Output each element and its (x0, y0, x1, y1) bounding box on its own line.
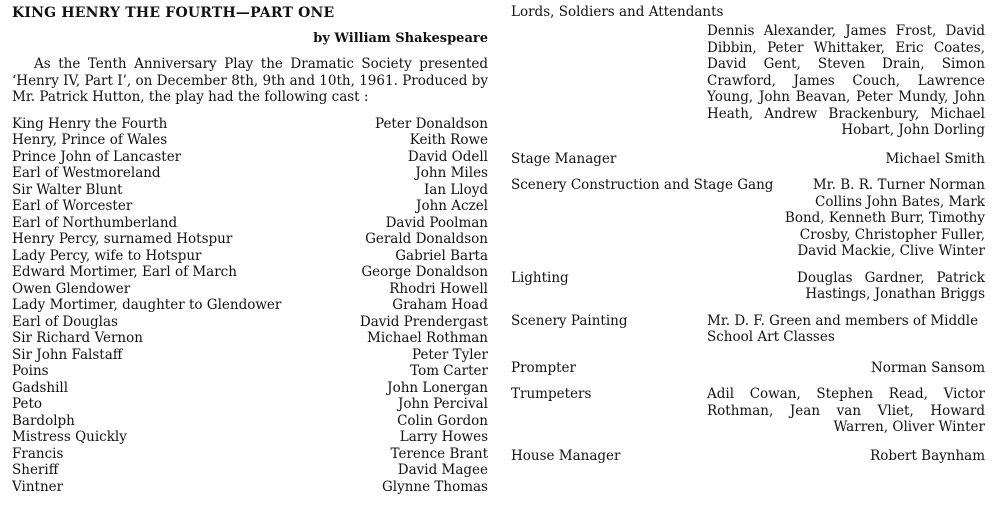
cast-actor: George Donaldson (361, 264, 488, 280)
cast-actor: Larry Howes (399, 429, 488, 445)
left-column (12, 4, 488, 495)
cast-row (12, 380, 488, 397)
cast-actor: Gabriel Barta (395, 247, 488, 264)
cast-row (12, 248, 488, 265)
crew-names: Mr. D. F. Green and members of Middle School Art Classes (707, 312, 979, 345)
cast-role: Gadshill (12, 379, 69, 396)
crew-trumpeters (511, 386, 985, 436)
crew-label: Scenery Construction and Stage Gang (511, 177, 774, 193)
cast-role: Earl of Northumberland (12, 214, 178, 231)
lords-names: Dennis Alexander, James Frost, David Dibbin, Peter Whittaker, Eric Coates, David Gent, Steven Drain, Simon Crawford, James Couch, Lawrence Young, John Beavan, Peter Mundy, John Heath, Andrew Brackenbury, Michael Hobart, John Dorling (707, 23, 985, 138)
cast-role: Francis (12, 445, 64, 462)
crew-names: Norman Sansom (870, 359, 985, 376)
cast-row (12, 231, 488, 248)
cast-row (12, 198, 488, 215)
cast-actor: Glynne Thomas (381, 478, 488, 495)
cast-row (12, 215, 488, 232)
cast-role: Vintner (12, 478, 64, 495)
cast-role: Sheriff (12, 462, 59, 478)
cast-row (12, 330, 488, 347)
cast-actor: Rhodri Howell (389, 280, 488, 297)
cast-actor: Michael Rothman (367, 330, 488, 346)
crew-names: Robert Baynham (870, 447, 985, 464)
cast-role: Prince John of Lancaster (12, 148, 182, 165)
cast-role: Mistress Quickly (12, 429, 127, 445)
cast-actor: David Poolman (385, 214, 488, 231)
byline: by William Shakespeare (313, 31, 488, 46)
cast-row (12, 347, 488, 364)
crew-names: Michael Smith (885, 150, 985, 167)
cast-actor: Peter Donaldson (374, 115, 488, 132)
cast-row (12, 165, 488, 182)
cast-row (12, 281, 488, 298)
cast-role: Earl of Douglas (12, 313, 118, 330)
cast-row (12, 429, 488, 446)
cast-actor: Gerald Donaldson (365, 231, 488, 247)
cast-role: Bardolph (12, 412, 75, 429)
crew-label: Prompter (511, 359, 576, 376)
crew-prompter (511, 360, 985, 377)
cast-row (12, 182, 488, 199)
intro-paragraph: As the Tenth Anniversary Play the Dramatic Society presented ‘Henry IV, Part I’, on December 8th, 9th and 10th, 1961. Produced by Mr. Patrick Hutton, the play had the following cast : (12, 56, 488, 105)
cast-role: Henry Percy, surnamed Hotspur (12, 231, 233, 247)
cast-row (12, 297, 488, 314)
cast-actor: Tom Carter (410, 363, 488, 379)
crew-label: House Manager (511, 447, 621, 464)
cast-role: Sir Walter Blunt (12, 181, 123, 198)
cast-role: Lady Percy, wife to Hotspur (12, 247, 202, 264)
cast-role: King Henry the Fourth (12, 115, 168, 132)
crew-label: Trumpeters (511, 386, 592, 402)
crew-house-manager (511, 448, 985, 465)
cast-role: Earl of Worcester (12, 198, 133, 214)
cast-row (12, 396, 488, 413)
crew-label: Stage Manager (511, 150, 617, 167)
crew-label: Lighting (511, 269, 569, 286)
play-title: KING HENRY THE FOURTH—PART ONE (12, 5, 335, 21)
cast-actor: Terence Brant (390, 445, 488, 462)
crew-names-line: Mr. B. R. Turner Norman Collins John Bates, Mark Bond, Kenneth Burr, Timothy Crosby, Christopher Fuller, David Mackie, Clive Winter (784, 177, 985, 259)
cast-row (12, 314, 488, 331)
crew-label: Scenery Painting (511, 312, 628, 329)
cast-role: Sir John Falstaff (12, 346, 123, 363)
cast-row (12, 363, 488, 380)
crew-names: Adil Cowan, Stephen Read, Victor Rothman, Jean van Vliet, Howard Warren, Oliver Winter (707, 386, 985, 435)
cast-actor: Keith Rowe (409, 132, 488, 148)
cast-actor: John Lonergan (387, 379, 488, 396)
cast-role: Lady Mortimer, daughter to Glendower (12, 297, 282, 313)
cast-role: Earl of Westmoreland (12, 165, 161, 181)
cast-role: Owen Glendower (12, 280, 131, 297)
cast-row (12, 132, 488, 149)
right-column (511, 4, 985, 464)
cast-role: Poins (12, 363, 49, 379)
cast-role: Henry, Prince of Wales (12, 132, 168, 148)
cast-actor: David Magee (397, 462, 488, 478)
cast-row (12, 116, 488, 133)
cast-actor: John Aczel (416, 198, 488, 214)
cast-actor: Graham Hoad (392, 297, 488, 313)
crew-stage-manager (511, 151, 985, 168)
cast-actor: David Prendergast (359, 313, 488, 330)
cast-role: Sir Richard Vernon (12, 330, 143, 346)
cast-actor: Ian Lloyd (423, 181, 488, 198)
cast-row (12, 149, 488, 166)
lords-label: Lords, Soldiers and Attendants (511, 4, 724, 20)
cast-actor: Colin Gordon (397, 412, 488, 429)
cast-actor: David Odell (407, 148, 488, 165)
cast-role: Edward Mortimer, Earl of March (12, 264, 237, 280)
cast-role: Peto (12, 396, 43, 412)
cast-row (12, 479, 488, 496)
crew-names: Douglas Gardner, Patrick Hastings, Jonathan Briggs (797, 269, 985, 302)
cast-row (12, 462, 488, 479)
cast-actor: Peter Tyler (411, 346, 488, 363)
crew-scenery-construction (511, 177, 985, 260)
crew-lighting (511, 270, 985, 303)
cast-list (12, 116, 488, 496)
cast-row (12, 413, 488, 430)
cast-actor: John Percival (397, 396, 488, 412)
cast-actor: John Miles (415, 165, 488, 181)
crew-scenery-painting (511, 313, 985, 346)
cast-row (12, 264, 488, 281)
cast-row (12, 446, 488, 463)
